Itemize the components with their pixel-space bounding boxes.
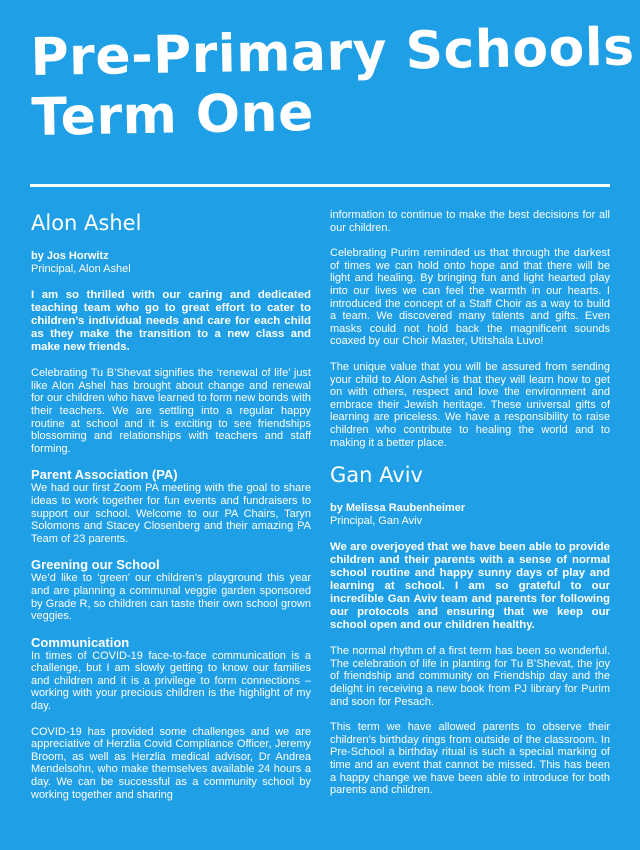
communication-heading: Communication: [31, 634, 130, 650]
alon-ashel-paragraph-tu-bshevat: Celebrating Tu B’Shevat signifies the ‘renewal of life’ just like Alon Ashel has brought about change and renewal for our children who have learned to form new bonds with their teachers. We are settling into a regular happy routine at school and it is exciting to see friendships blossoming and relationships with teachers and staff forming.: [31, 367, 311, 455]
unique-value-paragraph: The unique value that you will be assured from sending your child to Alon Ashel is that they will learn how to get on with others, respect and love the environment and embrace their Jewish heritage. These universal gifts of learning are priceless. We have a responsibility to raise children who contribute to healing the world and to making it a better place.: [330, 360, 610, 449]
gan-aviv-author: by Melissa Raubenheimer: [330, 502, 466, 515]
purim-paragraph: Celebrating Purim reminded us that through the darkest of times we can hold onto hope and that there will be light and healing. By bringing fun and light hearted play into our lives we can feel the warmth in our hearts. I introduced the concept of a Staff Choir as a way to build a team. We discovered many talents and gifts. Even masks could not hold back the magnificent sounds coaxed by our Choir Master, Utitshala Luvo!: [330, 247, 610, 348]
title-divider: [30, 184, 610, 187]
greening-paragraph: We’d like to ‘green’ our children’s playground this year and are planning a communal veggie garden sponsored by Grade R, so children can taste their own school grown veggies.: [31, 572, 311, 623]
alon-ashel-author: by Jos Horwitz: [31, 250, 109, 262]
left-column: [31, 210, 311, 814]
pa-paragraph: We had our first Zoom PA meeting with the goal to share ideas to work together for fun events and fundraisers to support our school. Welcome to our PA Chairs, Taryn Solomons and Stacey Closenberg and their amazing PA Team of 23 parents.: [31, 482, 311, 545]
alon-ashel-heading: Alon Ashel: [31, 211, 142, 235]
title-line-2: Term One: [31, 83, 315, 148]
gan-aviv-lead: We are overjoyed that we have been able to provide children and their parents with a sense of normal school routine and happy sunny days of play and learning at school. I am so grateful to our incredible Gan Aviv team and parents for following our protocols and ensuring that we keep our school open and our children healthy.: [330, 541, 610, 632]
pa-heading: Parent Association (PA): [31, 467, 178, 483]
gan-aviv-paragraph-birthday: This term we have allowed parents to observe their children’s birthday rings from outside of the classroom. In Pre-School a birthday ritual is such a special marking of time and an event that cannot be missed. This has been a happy change we have been able to introduce for both parents and children.: [330, 721, 610, 797]
communication-paragraph: In times of COVID-19 face-to-face communication is a challenge, but I am slowly getting to know our families and children and it is a privilege to form connections – working with your precious children is the highlight of my day.: [31, 649, 311, 713]
right-column: [330, 209, 610, 810]
gan-aviv-paragraph-rhythm: The normal rhythm of a first term has been so wonderful. The celebration of life in planting for Tu B’Shevat, the joy of friendship and community on Friendship day and the delight in receiving a new book from PJ library for Purim and soon for Pesach.: [330, 645, 610, 708]
greening-heading: Greening our School: [31, 557, 160, 573]
alon-ashel-role: Principal, Alon Ashel: [31, 262, 131, 275]
alon-ashel-lead: I am so thrilled with our caring and dedicated teaching team who go to great effort to cater to children’s individual needs and care for each child as they make the transition to a new class and make new friends.: [31, 289, 311, 354]
title-line-1: Pre-Primary Schools: [30, 17, 636, 88]
gan-aviv-role: Principal, Gan Aviv: [330, 514, 423, 527]
gan-aviv-heading: Gan Aviv: [330, 463, 423, 488]
page-title: [30, 17, 636, 148]
covid-paragraph: COVID-19 has provided some challenges and we are appreciative of Herzlia Covid Compliance Officer, Jeremy Broom, as well as Herzlia medical advisor, Dr Andrea Mendelsohn, who make themselves available 24 hours a day. We can be successful as a community school by working together and sharing: [31, 725, 311, 801]
covid-paragraph-continued: information to continue to make the best decisions for all our children.: [330, 209, 610, 234]
